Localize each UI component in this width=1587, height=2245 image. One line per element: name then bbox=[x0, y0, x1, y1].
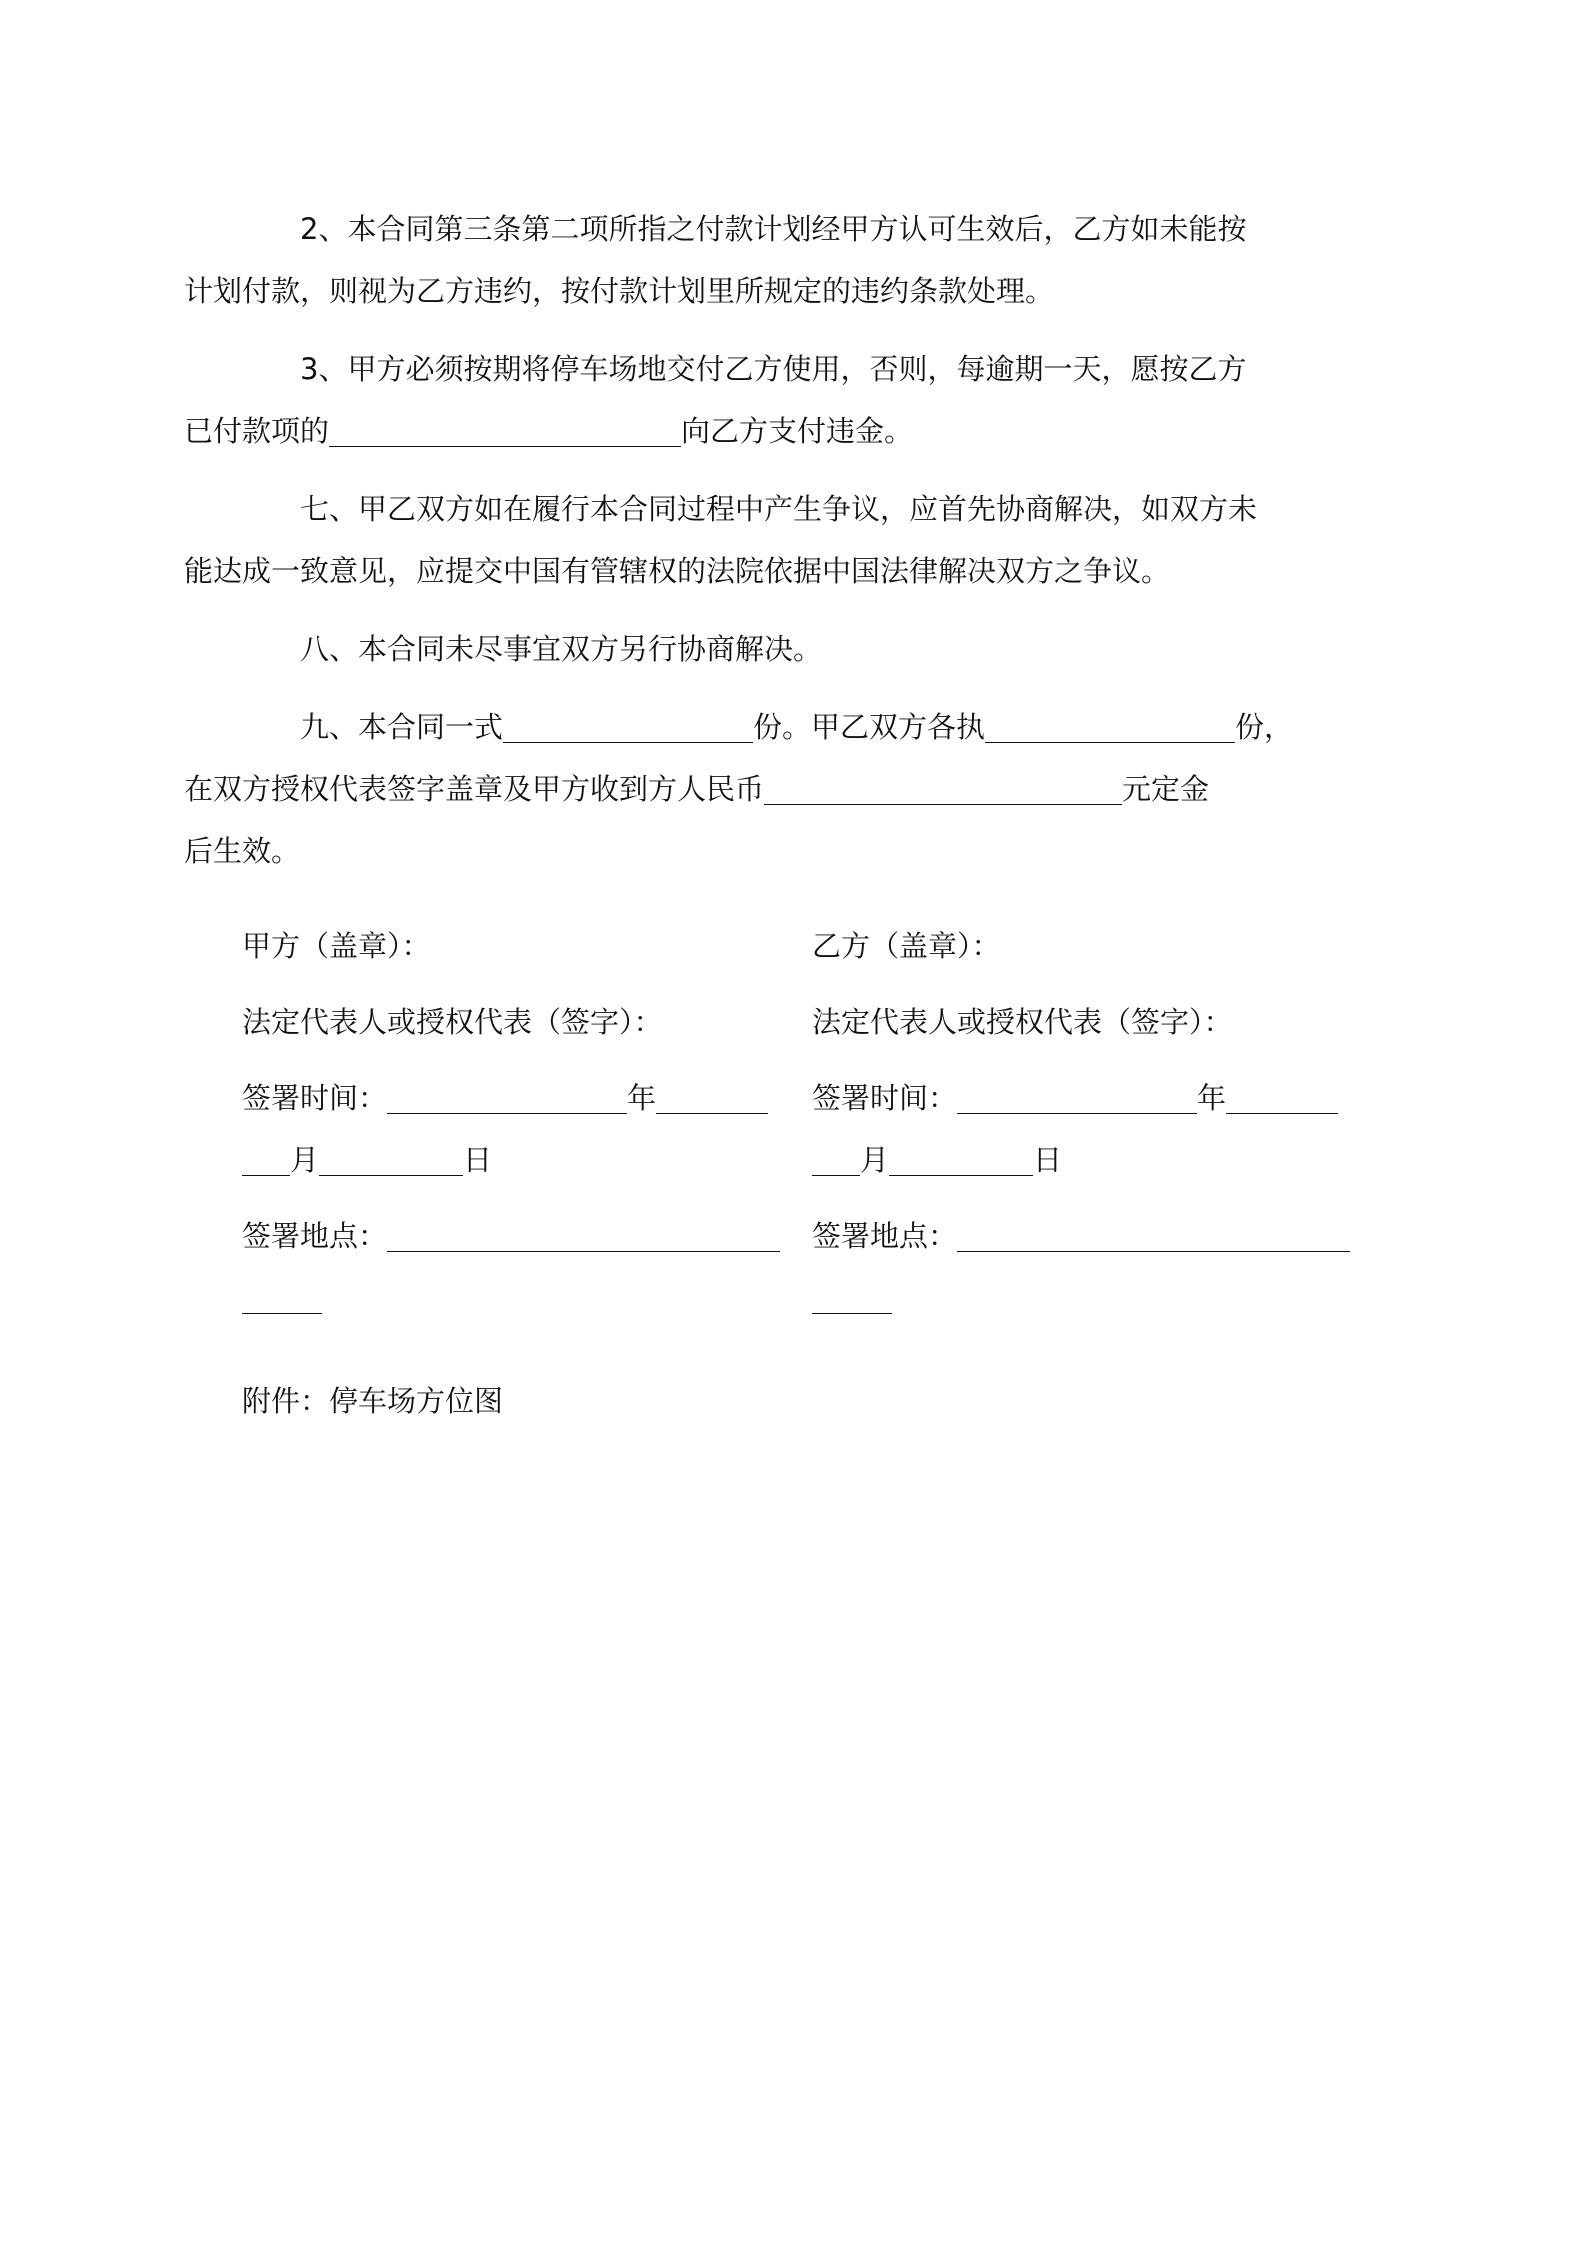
clause-9-c: 份， bbox=[1235, 710, 1294, 744]
party-a-signing-date bbox=[242, 1067, 787, 1191]
party-a-month-blank-start bbox=[656, 1077, 768, 1114]
clause-9-d: 在双方授权代表签字盖章及甲方收到方人民币 bbox=[184, 772, 765, 806]
deposit-amount-blank bbox=[764, 768, 1122, 805]
party-a-day-blank bbox=[319, 1139, 463, 1176]
clause-9-a: 九、本合同一式 bbox=[300, 710, 504, 744]
clause-9 bbox=[184, 696, 1352, 882]
clause-7-line2: 能达成一致意见，应提交中国有管辖权的法院依据中国法律解决双方之争议。 bbox=[184, 554, 1171, 588]
party-a-time-label: 签署时间： bbox=[242, 1081, 388, 1115]
copies-total-blank bbox=[503, 706, 753, 743]
party-a-month-blank-end bbox=[242, 1139, 290, 1176]
party-b-day-blank bbox=[889, 1139, 1033, 1176]
clause-3-line1: 3、甲方必须按期将停车场地交付乙方使用，否则，每逾期一天，愿按乙方 bbox=[300, 352, 1247, 386]
party-a-signing-place bbox=[242, 1205, 787, 1329]
clause-8-text: 八、本合同未尽事宜双方另行协商解决。 bbox=[300, 632, 823, 666]
clause-9-b: 份。甲乙双方各执 bbox=[753, 710, 986, 744]
attachment-note: 附件：停车场方位图 bbox=[242, 1384, 504, 1418]
party-b-place-blank bbox=[957, 1215, 1350, 1252]
clause-2-line2: 计划付款，则视为乙方违约，按付款计划里所规定的违约条款处理。 bbox=[184, 274, 1055, 308]
party-b-month: 月 bbox=[860, 1143, 890, 1177]
party-b-year: 年 bbox=[1197, 1081, 1227, 1115]
clause-3 bbox=[184, 338, 1352, 462]
clause-8 bbox=[242, 618, 1352, 680]
clause-7-line1: 七、甲乙双方如在履行本合同过程中产生争议，应首先协商解决，如双方未 bbox=[300, 492, 1258, 526]
party-b-representative: 法定代表人或授权代表（签字）： bbox=[812, 1005, 1233, 1039]
clause-9-line2 bbox=[184, 758, 1209, 820]
party-a-block bbox=[242, 915, 787, 1329]
party-b-signing-place bbox=[812, 1205, 1357, 1329]
party-b-seal: 乙方（盖章）： bbox=[812, 929, 1001, 963]
clause-7 bbox=[184, 478, 1352, 602]
penalty-rate-blank bbox=[329, 410, 681, 447]
party-a-year-blank bbox=[387, 1077, 627, 1114]
party-b-place-label: 签署地点： bbox=[812, 1219, 958, 1253]
party-a-place-label: 签署地点： bbox=[242, 1219, 388, 1253]
party-a-representative: 法定代表人或授权代表（签字）： bbox=[242, 1005, 663, 1039]
party-b-time-label: 签署时间： bbox=[812, 1081, 958, 1115]
clause-2-line1: 2、本合同第三条第二项所指之付款计划经甲方认可生效后，乙方如未能按 bbox=[300, 212, 1247, 246]
party-a-month: 月 bbox=[290, 1143, 320, 1177]
party-b-month-blank-start bbox=[1226, 1077, 1338, 1114]
clause-9-f: 后生效。 bbox=[184, 834, 301, 868]
party-a-year: 年 bbox=[627, 1081, 657, 1115]
clause-2 bbox=[184, 198, 1352, 322]
clause-9-e: 元定金 bbox=[1122, 772, 1210, 806]
party-b-place-blank-cont bbox=[812, 1277, 892, 1314]
party-a-place-blank-cont bbox=[242, 1277, 322, 1314]
clause-3-before: 已付款项的 bbox=[184, 414, 330, 448]
clause-3-line2 bbox=[184, 400, 913, 462]
party-a-day: 日 bbox=[463, 1143, 493, 1177]
party-b-day: 日 bbox=[1033, 1143, 1063, 1177]
contract-clauses bbox=[184, 198, 1352, 898]
party-b-signing-date bbox=[812, 1067, 1357, 1191]
party-a-place-blank bbox=[387, 1215, 780, 1252]
party-b-year-blank bbox=[957, 1077, 1197, 1114]
copies-each-blank bbox=[985, 706, 1235, 743]
party-b-month-blank-end bbox=[812, 1139, 860, 1176]
party-b-block bbox=[812, 915, 1357, 1329]
clause-3-after: 向乙方支付违金。 bbox=[681, 414, 914, 448]
party-a-seal: 甲方（盖章）： bbox=[242, 929, 431, 963]
